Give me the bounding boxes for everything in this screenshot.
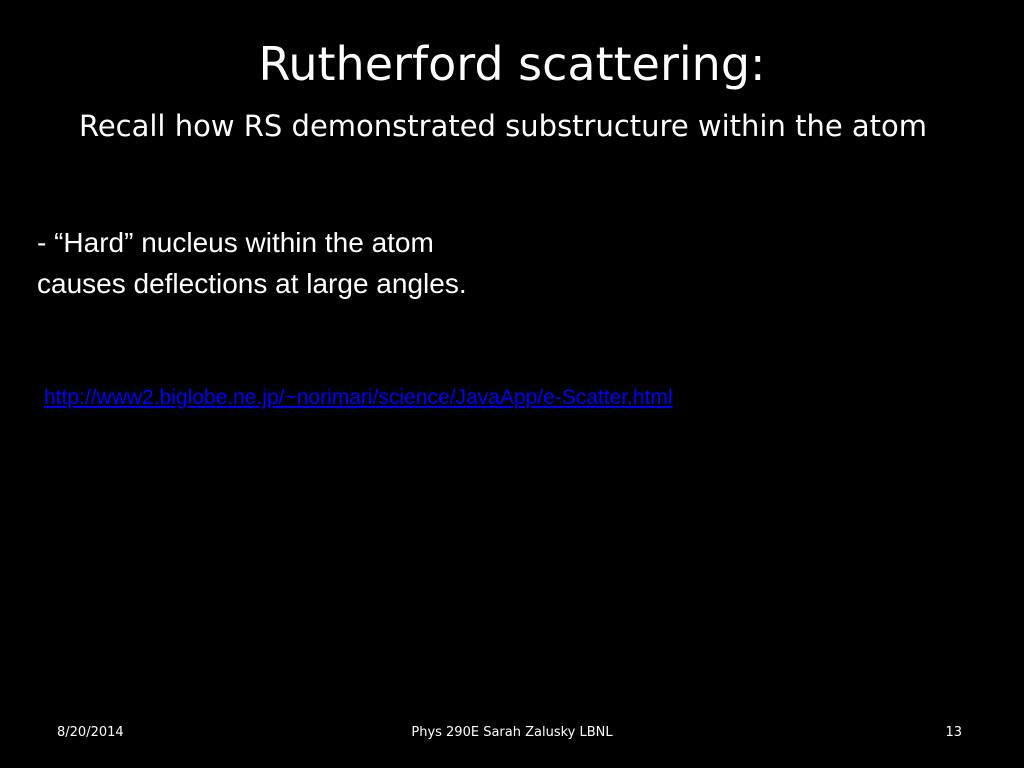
slide-title: Rutherford scattering: [258,37,766,91]
bullet-text [37,222,467,304]
bullet-line-1: - “Hard” nucleus within the atom [37,227,434,258]
footer-presenter: Phys 290E Sarah Zalusky LBNL [411,725,613,740]
footer-page-number: 13 [945,725,962,740]
applet-link[interactable]: http://www2.biglobe.ne.jp/~norimari/science/JavaApp/e-Scatter.html [44,386,673,409]
bullet-line-2: causes deflections at large angles. [37,268,467,299]
footer-date: 8/20/2014 [57,725,124,740]
slide-subtitle: Recall how RS demonstrated substructure within the atom [78,109,928,143]
